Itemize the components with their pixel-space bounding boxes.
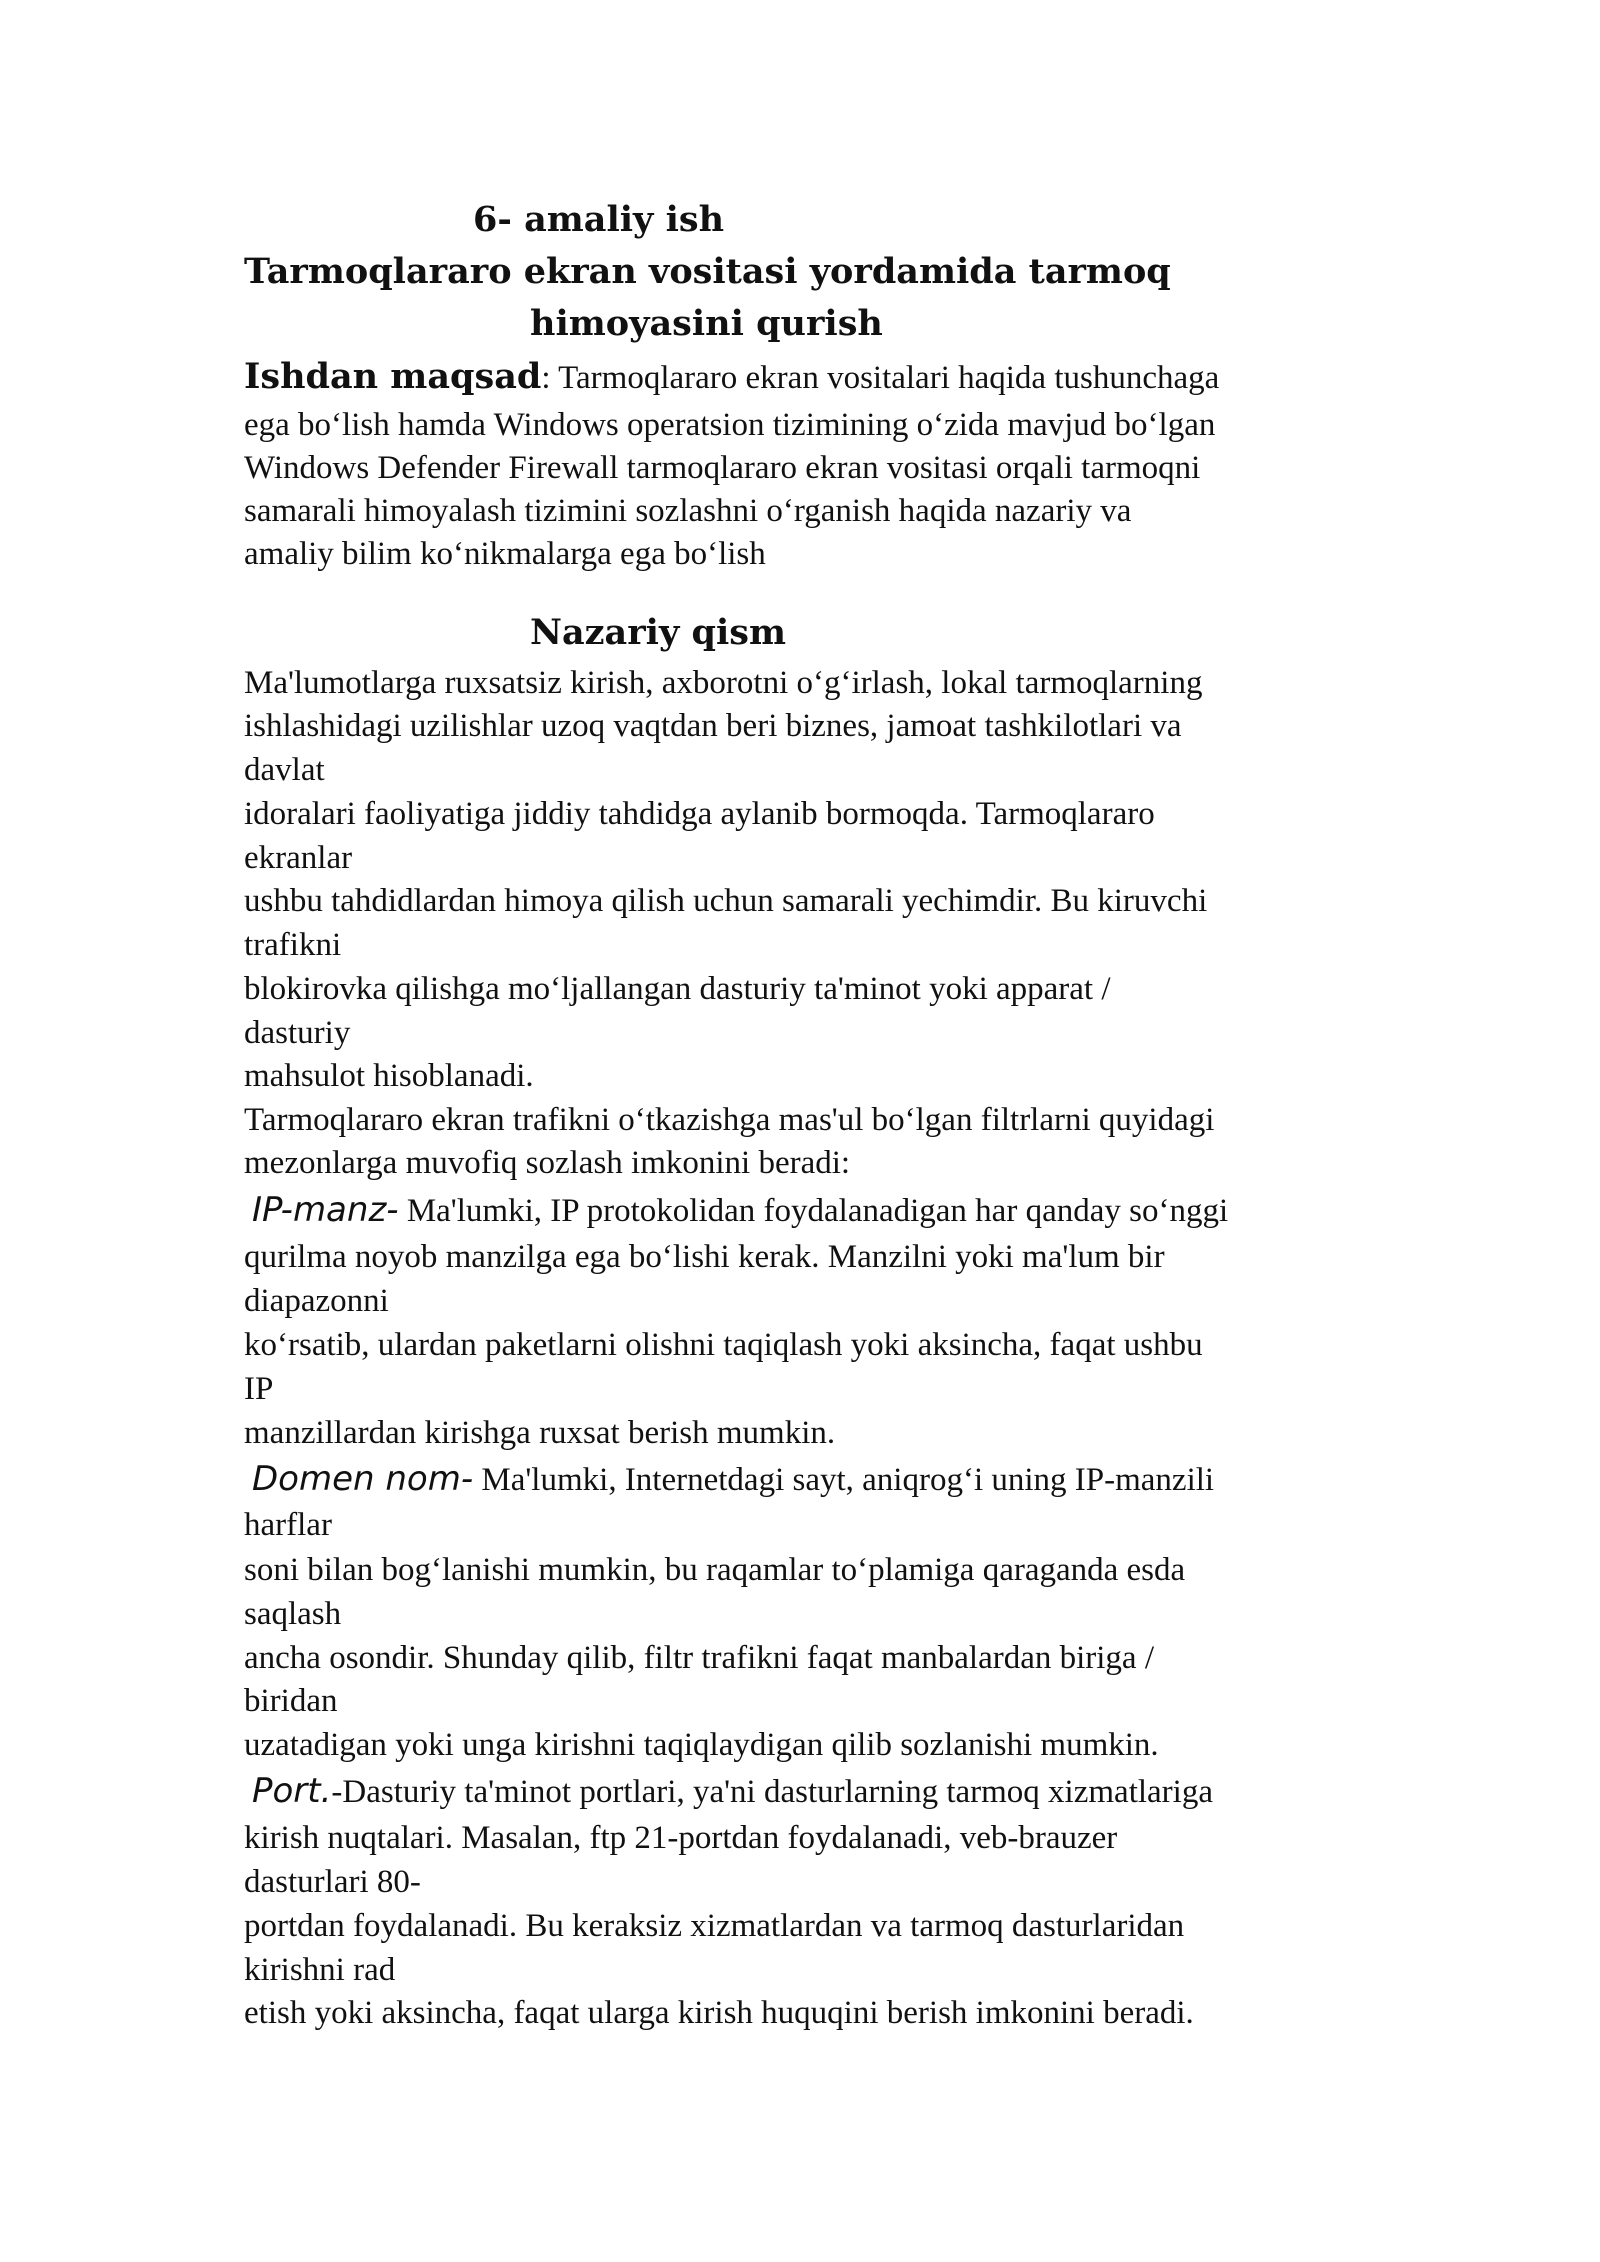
criterion-ip-text: Ma'lumki, IP protokolidan foydalanadigan har qanday so‘nggi (398, 1193, 1229, 1229)
lab-number-heading: 6- amaliy ish (473, 199, 725, 240)
paragraph-line: harflar (244, 1507, 332, 1543)
criterion-port-term: Port. (252, 1771, 332, 1811)
paragraph-line: soni bilan bog‘lanishi mumkin, bu raqamlar to‘plamiga qaraganda esda (244, 1552, 1186, 1588)
paragraph-line: kirish nuqtalari. Masalan, ftp 21-portdan foydalanadi, veb-brauzer (244, 1820, 1118, 1856)
paragraph-line: Ma'lumotlarga ruxsatsiz kirish, axborotni o‘g‘irlash, lokal tarmoqlarning (244, 665, 1203, 701)
purpose-line: ega bo‘lish hamda Windows operatsion tizimining o‘zida mavjud bo‘lgan (244, 407, 1216, 443)
paragraph-line: Tarmoqlararo ekran trafikni o‘tkazishga mas'ul bo‘lgan filtrlarni quyidagi (244, 1102, 1215, 1138)
criterion-port-line (252, 1771, 1213, 1812)
criterion-domain-line (252, 1459, 1214, 1500)
paragraph-line: etish yoki aksincha, faqat ularga kirish huquqini berish imkonini beradi. (244, 1995, 1194, 2031)
paragraph-line: dasturlari 80- (244, 1864, 421, 1900)
criterion-ip-term: IP-manz- (252, 1190, 399, 1230)
paragraph-line: saqlash (244, 1596, 342, 1632)
paragraph-line: idoralari faoliyatiga jiddiy tahdidga aylanib bormoqda. Tarmoqlararo (244, 796, 1155, 832)
paragraph-line: kirishni rad (244, 1952, 396, 1988)
paragraph-line: qurilma noyob manzilga ega bo‘lishi kerak. Manzilni yoki ma'lum bir (244, 1239, 1165, 1275)
purpose-line: Windows Defender Firewall tarmoqlararo ekran vositasi orqali tarmoqni (244, 450, 1201, 486)
criterion-domain-text: Ma'lumki, Internetdagi sayt, aniqrog‘i uning IP-manzili (473, 1462, 1215, 1498)
paragraph-line: ko‘rsatib, ulardan paketlarni olishni taqiqlash yoki aksincha, faqat ushbu (244, 1327, 1203, 1363)
purpose-text: : Tarmoqlararo ekran vositalari haqida tushunchaga (541, 360, 1220, 396)
paragraph-line: ekranlar (244, 840, 353, 876)
paragraph-line: mezonlarga muvofiq sozlash imkonini beradi: (244, 1145, 851, 1181)
title-line-1: Tarmoqlararo ekran vositasi yordamida tarmoq (244, 251, 1171, 292)
paragraph-line: trafikni (244, 927, 342, 963)
criterion-port-text: -Dasturiy ta'minot portlari, ya'ni dasturlarning tarmoq xizmatlariga (331, 1774, 1213, 1810)
criterion-domain-term: Domen nom- (252, 1459, 474, 1499)
purpose-line: samarali himoyalash tizimini sozlashni o‘rganish haqida nazariy va (244, 493, 1132, 529)
paragraph-line: ancha osondir. Shunday qilib, filtr trafikni faqat manbalardan biriga / (244, 1640, 1154, 1676)
paragraph-line: uzatadigan yoki unga kirishni taqiqlaydigan qilib sozlanishi mumkin. (244, 1727, 1159, 1763)
purpose-line-1 (244, 357, 1219, 398)
paragraph-line: biridan (244, 1683, 338, 1719)
criterion-ip-line (252, 1190, 1228, 1231)
paragraph-line: manzillardan kirishga ruxsat berish mumkin. (244, 1415, 836, 1451)
paragraph-line: diapazonni (244, 1283, 389, 1319)
purpose-line: amaliy bilim ko‘nikmalarga ega bo‘lish (244, 536, 766, 572)
paragraph-line: ishlashidagi uzilishlar uzoq vaqtdan beri biznes, jamoat tashkilotlari va (244, 708, 1182, 744)
paragraph-line: davlat (244, 752, 325, 788)
paragraph-line: mahsulot hisoblanadi. (244, 1058, 534, 1094)
paragraph-line: IP (244, 1371, 274, 1407)
paragraph-line: portdan foydalanadi. Bu keraksiz xizmatlardan va tarmoq dasturlaridan (244, 1908, 1185, 1944)
paragraph-line: ushbu tahdidlardan himoya qilish uchun samarali yechimdir. Bu kiruvchi (244, 883, 1208, 919)
title-line-2: himoyasini qurish (530, 303, 883, 344)
theory-heading: Nazariy qism (530, 612, 786, 653)
purpose-label: Ishdan maqsad (244, 356, 542, 397)
paragraph-line: blokirovka qilishga mo‘ljallangan dasturiy ta'minot yoki apparat / (244, 971, 1111, 1007)
paragraph-line: dasturiy (244, 1015, 351, 1051)
